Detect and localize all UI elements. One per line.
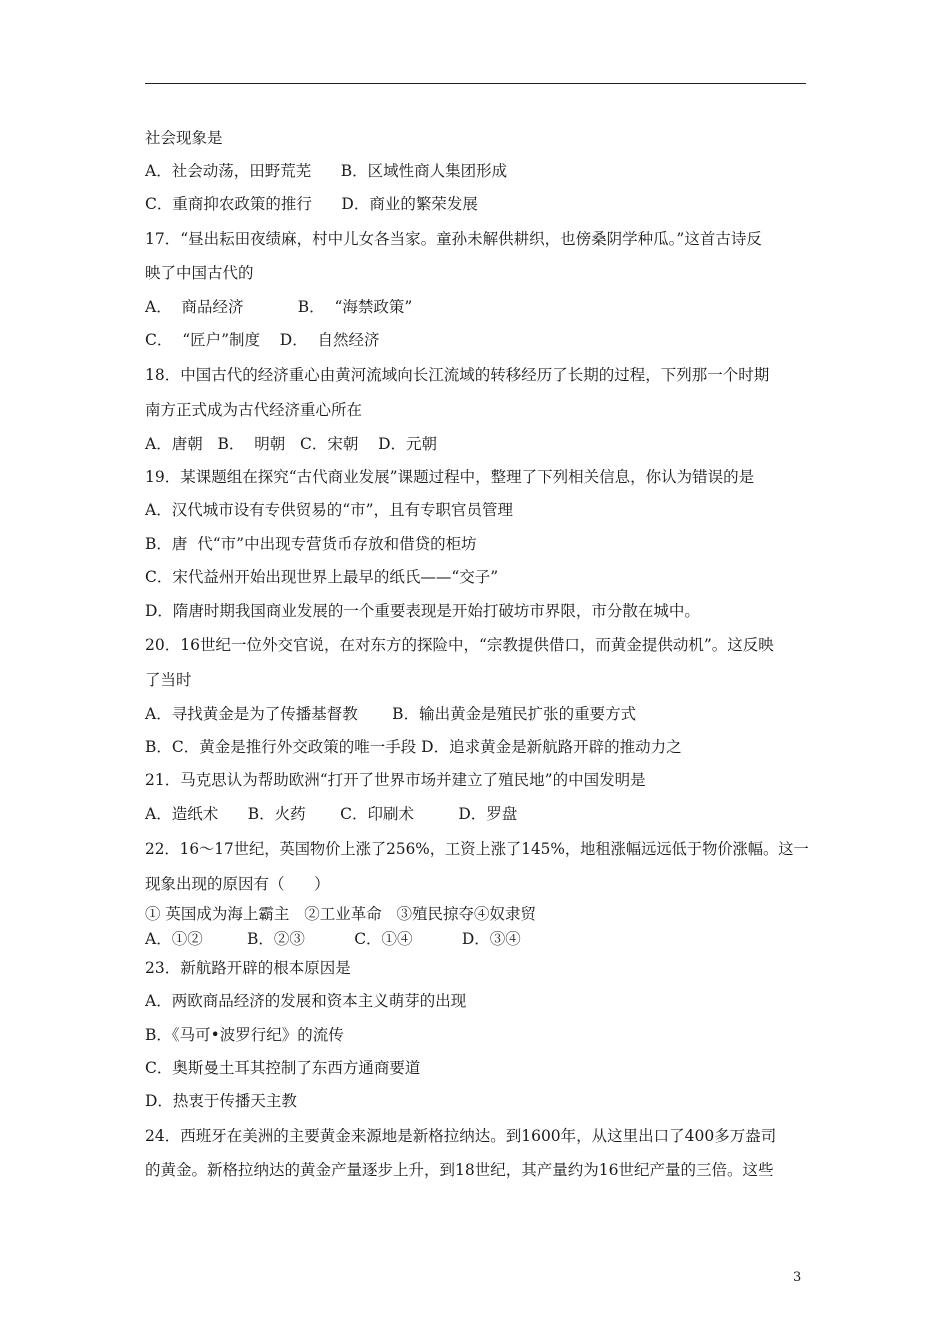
option-line: B．唐 代“市”中出现专营货币存放和借贷的柜坊 <box>145 535 477 553</box>
question-18: 18．中国古代的经济重心由黄河流域向长江流域的转移经历了长期的过程，下列那一个时期 <box>145 366 770 384</box>
text-line: 南方正式成为古代经济重心所在 <box>145 401 363 419</box>
text-line: 的黄金。新格拉纳达的黄金产量逐步上升，到18世纪，其产量约为16世纪产量的三倍。这些 <box>145 1161 774 1179</box>
text-line: 映了中国古代的 <box>145 264 254 282</box>
option-line: C． “匠户”制度 D． 自然经济 <box>145 331 380 349</box>
option-line: C．重商抑农政策的推行 D．商业的繁荣发展 <box>145 195 478 213</box>
option-line: D．热衷于传播天主教 <box>145 1092 297 1110</box>
option-line: A．两欧商品经济的发展和资本主义萌芽的出现 <box>145 992 467 1010</box>
option-line: A．寻找黄金是为了传播基督教 B．输出黄金是殖民扩张的重要方式 <box>145 705 637 723</box>
option-line: A．汉代城市设有专供贸易的“市”，且有专职官员管理 <box>145 501 514 519</box>
option-line: D．隋唐时期我国商业发展的一个重要表现是开始打破坊市界限，市分散在城中。 <box>145 602 700 620</box>
text-line: 社会现象是 <box>145 129 223 147</box>
question-20: 20．16世纪一位外交官说，在对东方的探险中，“宗教提供借口，而黄金提供动机”。这反映 <box>145 636 774 654</box>
question-23: 23．新航路开辟的根本原因是 <box>145 959 351 977</box>
option-line: B．C．黄金是推行外交政策的唯一手段 D．追求黄金是新航路开辟的推动力之 <box>145 738 682 756</box>
text-line: 现象出现的原因有（ ） <box>145 875 330 893</box>
header-rule <box>145 83 806 84</box>
question-17: 17．“昼出耘田夜绩麻，村中儿女各当家。童孙未解供耕织，也傍桑阴学种瓜。”这首古诗反 <box>145 230 762 248</box>
question-24: 24．西班牙在美洲的主要黄金来源地是新格拉纳达。到1600年，从这里出口了400多万盎司 <box>145 1127 777 1145</box>
option-line: A．社会动荡，田野荒芜 B．区域性商人集团形成 <box>145 162 508 180</box>
text-line: ① 英国成为海上霸主 ②工业革命 ③殖民掠夺④奴隶贸 <box>145 905 536 923</box>
question-19: 19．某课题组在探究“古代商业发展”课题过程中，整理了下列相关信息，你认为错误的是 <box>145 468 755 486</box>
option-line: A．①② B．②③ C．①④ D．③④ <box>145 930 521 948</box>
option-line: B．《马可•波罗行纪》的流传 <box>145 1026 344 1044</box>
option-line: A．造纸术 B．火药 C．印刷术 D．罗盘 <box>145 805 518 823</box>
text-line: 了当时 <box>145 671 192 689</box>
option-line: C．奥斯曼土耳其控制了东西方通商要道 <box>145 1059 421 1077</box>
option-line: A． 商品经济 B． “海禁政策” <box>145 298 413 316</box>
page-number: 3 <box>793 1270 802 1285</box>
question-22: 22．16～17世纪，英国物价上涨了256%，工资上涨了145%，地租涨幅远远低于物价涨幅。这一 <box>145 840 809 858</box>
question-21: 21．马克思认为帮助欧洲“打开了世界市场并建立了殖民地”的中国发明是 <box>145 771 646 789</box>
option-line: C．宋代益州开始出现世界上最早的纸氏——“交子” <box>145 568 499 586</box>
option-line: A．唐朝 B． 明朝 C．宋朝 D．元朝 <box>145 435 437 453</box>
